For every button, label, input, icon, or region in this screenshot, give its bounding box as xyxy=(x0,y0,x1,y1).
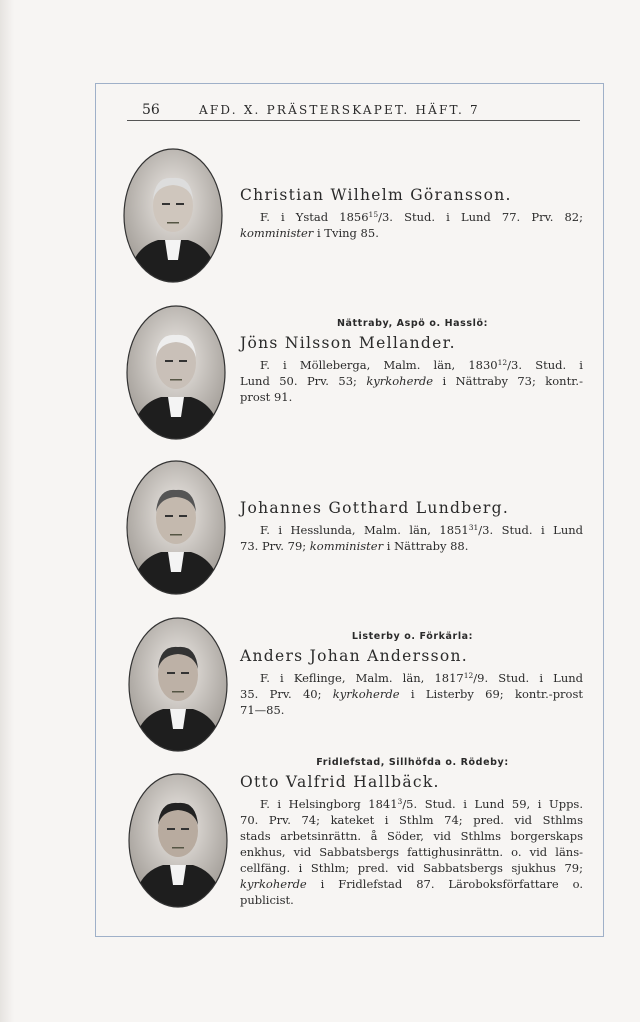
text-segment: /3. Stud. i xyxy=(507,358,583,372)
text-line xyxy=(240,389,583,405)
superscript-day: 31 xyxy=(468,523,479,532)
portrait-photo xyxy=(126,305,226,440)
text-segment: 70. Prv. 74; kateket i Sthlm 74; pred. vid Sthlms xyxy=(240,813,583,827)
text-segment: i Nättraby 73; kontr.- xyxy=(433,374,583,388)
text-line xyxy=(240,373,583,389)
person-name: Anders Johan Andersson. xyxy=(240,647,468,665)
parish-heading: Listerby o. Förkärla: xyxy=(351,631,474,642)
text-segment: i Fridlefstad 87. Läroboksförfattare o. xyxy=(306,877,583,891)
italic-title: kyrkoherde xyxy=(332,687,400,701)
text-line xyxy=(240,668,583,686)
text-segment: /5. Stud. i Lund 59, i Upps. xyxy=(402,797,583,811)
text-line xyxy=(240,686,583,702)
running-title: AFD. X. PRÄSTERSKAPET. HÄFT. 7 xyxy=(199,103,480,117)
page-edge xyxy=(0,0,14,1022)
text-segment: 73. Prv. 79; xyxy=(240,539,310,553)
text-segment: /3. Stud. i Lund 77. Prv. 82; xyxy=(378,210,584,224)
text-line xyxy=(240,860,583,876)
text-segment: cellfäng. i Sthlm; pred. vid Sabbatsbergs sjukhus 79; xyxy=(240,861,583,875)
superscript-day: 15 xyxy=(368,210,379,219)
text-line xyxy=(240,892,583,908)
text-line xyxy=(240,812,583,828)
person-name: Christian Wilhelm Göransson. xyxy=(240,186,512,204)
running-header xyxy=(127,100,580,121)
biography-text xyxy=(240,668,583,718)
text-segment: F. i Hesslunda, Malm. län, 1851 xyxy=(260,523,469,537)
text-segment: 35. Prv. 40; xyxy=(240,687,333,701)
person-name: Johannes Gotthard Lundberg. xyxy=(240,499,510,517)
parish-heading: Fridlefstad, Sillhöfda o. Rödeby: xyxy=(316,757,509,768)
italic-title: kyrkoherde xyxy=(366,374,434,388)
text-segment: F. i Keflinge, Malm. län, 1817 xyxy=(260,671,464,685)
text-segment: publicist. xyxy=(240,893,294,907)
text-line xyxy=(240,355,583,373)
biography-text xyxy=(240,355,583,405)
biography-text xyxy=(240,520,583,554)
text-line xyxy=(240,844,583,860)
person-name: Jöns Nilsson Mellander. xyxy=(240,334,456,352)
text-segment: F. i Ystad 1856 xyxy=(260,210,369,224)
text-segment: i Listerby 69; kontr.-prost xyxy=(399,687,583,701)
biography-text xyxy=(240,794,583,908)
text-line xyxy=(240,225,583,241)
page-number: 56 xyxy=(142,102,160,118)
text-segment: /9. Stud. i Lund xyxy=(473,671,583,685)
superscript-day: 12 xyxy=(463,671,474,680)
text-line xyxy=(240,828,583,844)
portrait-photo xyxy=(128,773,228,908)
superscript-day: 12 xyxy=(497,358,508,367)
portrait-photo xyxy=(123,148,223,283)
text-line xyxy=(240,538,583,554)
text-segment: F. i Mölleberga, Malm. län, 1830 xyxy=(260,358,498,372)
text-line xyxy=(240,702,583,718)
biography-text xyxy=(240,207,583,241)
text-segment: enkhus, vid Sabbatsbergs fattighusinrättn. o. vid läns- xyxy=(240,845,583,859)
person-name: Otto Valfrid Hallbäck. xyxy=(240,773,440,791)
text-segment: stads arbetsinrättn. å Söder, vid Sthlms borgerskaps xyxy=(240,829,583,843)
text-segment: prost 91. xyxy=(240,390,293,404)
text-segment: 71—85. xyxy=(240,703,285,717)
text-line xyxy=(240,520,583,538)
text-line xyxy=(240,876,583,892)
portrait-photo xyxy=(128,617,228,752)
text-segment: Lund 50. Prv. 53; xyxy=(240,374,367,388)
italic-title: komminister xyxy=(309,539,384,553)
portrait-photo xyxy=(126,460,226,595)
text-line xyxy=(240,794,583,812)
text-segment: /3. Stud. i Lund xyxy=(478,523,583,537)
text-segment: i Nättraby 88. xyxy=(383,539,469,553)
text-line xyxy=(240,207,583,225)
text-segment: F. i Helsingborg 1841 xyxy=(260,797,398,811)
italic-title: kyrkoherde xyxy=(240,877,307,891)
italic-title: komminister xyxy=(240,226,314,240)
parish-heading: Nättraby, Aspö o. Hasslö: xyxy=(336,318,489,329)
superscript-day: 3 xyxy=(397,797,403,806)
text-segment: i Tving 85. xyxy=(313,226,379,240)
